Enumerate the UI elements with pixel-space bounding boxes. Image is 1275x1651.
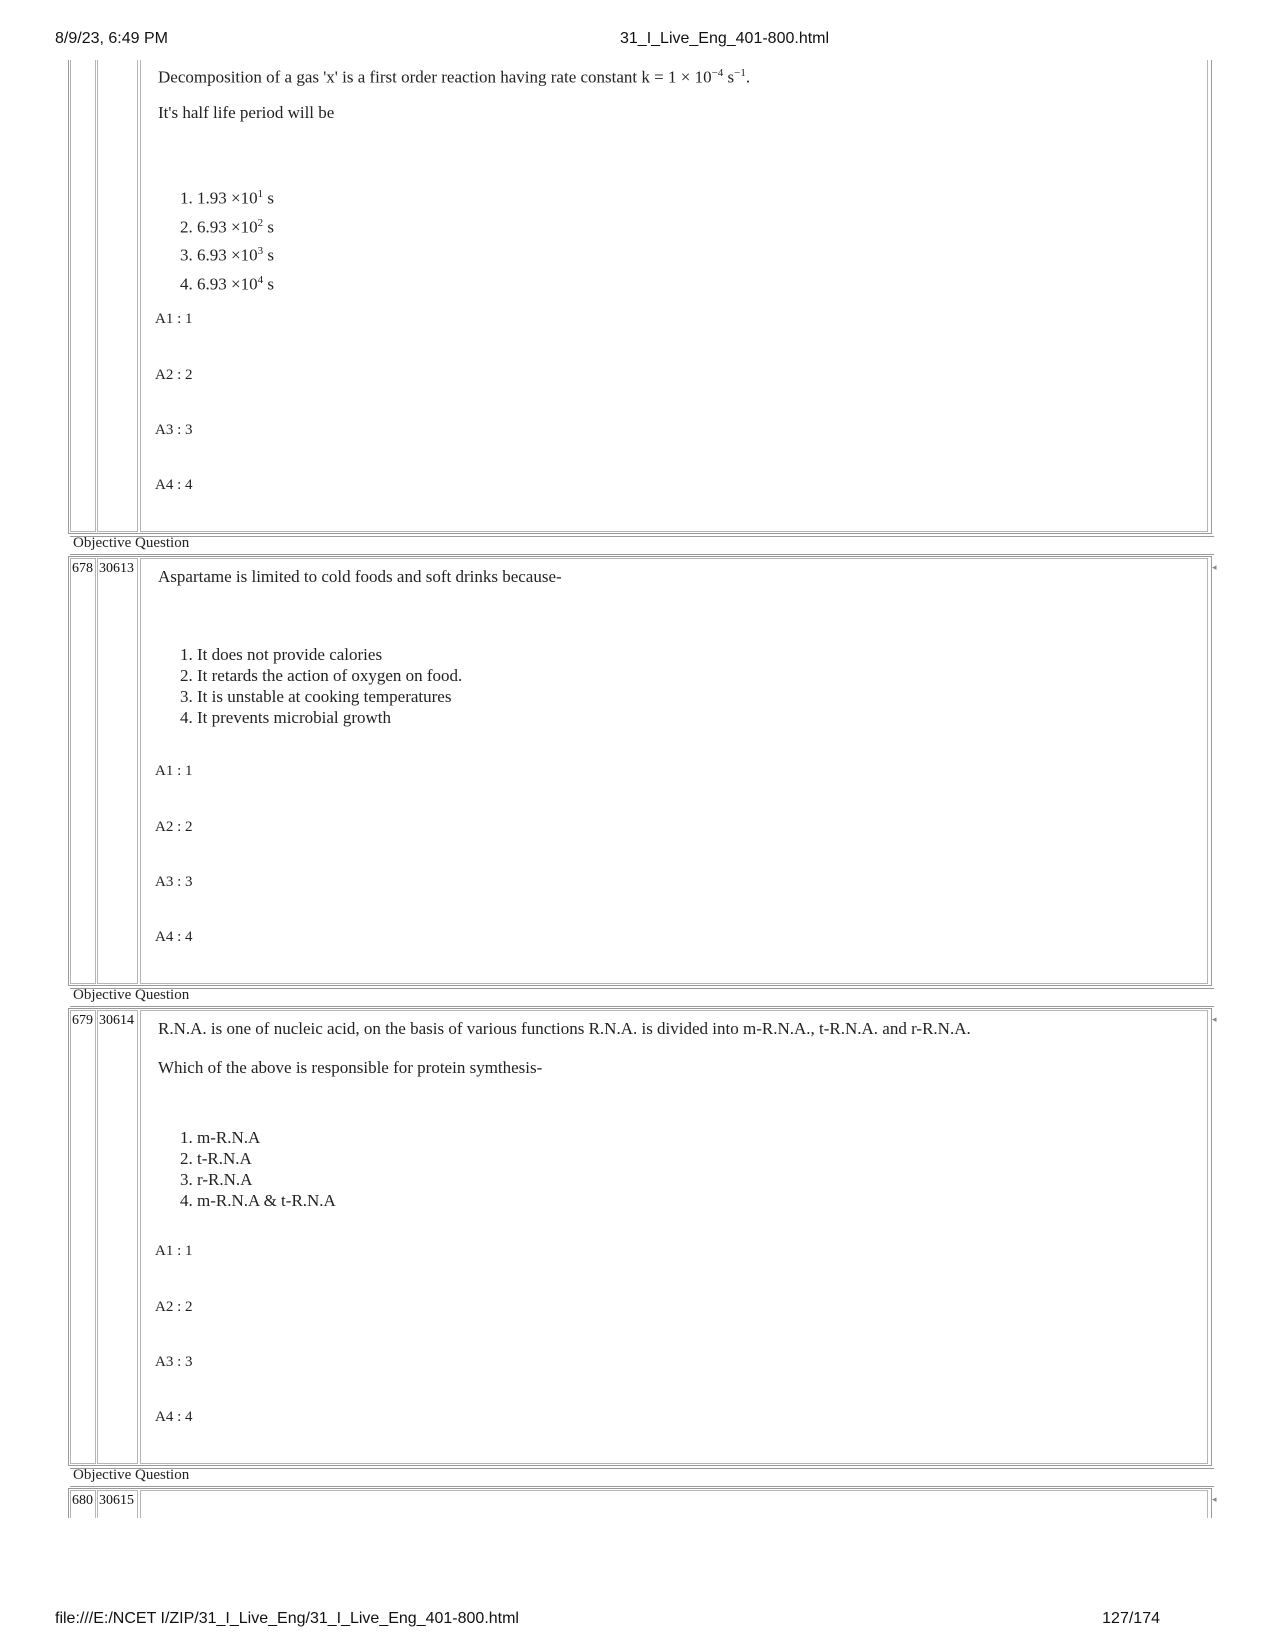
scroll-marker: ◂ [1212,1494,1217,1504]
question-text: Decomposition of a gas 'x' is a first order reaction having rate constant $k = 1 \times 10^{-4}$ $s^{-1}$. [158,67,751,87]
answer-2: A2 : 2 [155,819,193,835]
option-1: 1. $1.93 \times 10^1$ s [180,188,274,208]
content-cell [140,1490,1208,1518]
question-id: 30614 [97,1010,138,1464]
question-number: 678 [70,558,96,984]
answer-2: A2 : 2 [155,367,193,383]
options-list [180,182,274,297]
row-divider [70,1486,1214,1487]
print-page-number: 127/174 [1102,1610,1160,1627]
answer-3: A3 : 3 [155,422,193,438]
option-4: 4. m-R.N.A & t-R.N.A [180,1191,336,1210]
answer-1: A1 : 1 [155,763,193,779]
row-divider [70,1006,1214,1007]
question-number: 679 [70,1010,96,1464]
scroll-marker: ◂ [1212,1014,1217,1024]
question-text-2: Which of the above is responsible for protein symthesis- [158,1058,543,1077]
print-datetime: 8/9/23, 6:49 PM [55,30,168,47]
num-cell [70,60,96,532]
row-divider [70,536,1214,537]
section-label: Objective Question [73,1467,190,1483]
option-1: 1. It does not provide calories [180,645,383,664]
row-divider [70,988,1214,989]
option-1: 1. m-R.N.A [180,1128,261,1147]
option-2: 2. It retards the action of oxygen on food. [180,666,463,685]
answer-4: A4 : 4 [155,1409,193,1425]
question-text: R.N.A. is one of nucleic acid, on the basis of various functions R.N.A. is divided into m-R.N.A., t-R.N.A. and r-R.N.A. [158,1019,971,1038]
option-4: 4. It prevents microbial growth [180,708,392,727]
section-label: Objective Question [73,987,190,1003]
answer-4: A4 : 4 [155,929,193,945]
question-id: 30615 [97,1490,138,1518]
option-2: 2. $6.93 \times 10^2$ s [180,216,274,237]
option-3: 3. It is unstable at cooking temperatures [180,687,452,706]
row-divider [70,554,1214,555]
question-number: 680 [70,1490,96,1518]
content-cell [140,60,1208,532]
question-text-2: It's half life period will be [158,103,335,122]
option-3: 3. $6.93 \times 10^3$ s [180,245,274,265]
answer-1: A1 : 1 [155,1243,193,1259]
answer-4: A4 : 4 [155,477,193,493]
print-url: file:///E:/NCET I/ZIP/31_I_Live_Eng/31_I_Live_Eng_401-800.html [55,1610,519,1627]
scroll-marker: ◂ [1212,562,1217,572]
options-list [180,1127,336,1211]
content-cell [140,558,1208,984]
section-label: Objective Question [73,535,190,551]
options-list [180,644,462,728]
print-doc-title: 31_I_Live_Eng_401-800.html [620,30,830,47]
id-cell [97,60,138,532]
answer-3: A3 : 3 [155,1354,193,1370]
option-3: 3. r-R.N.A [180,1170,253,1189]
question-text: Aspartame is limited to cold foods and soft drinks because- [158,567,562,586]
answer-2: A2 : 2 [155,1299,193,1315]
answer-3: A3 : 3 [155,874,193,890]
answer-1: A1 : 1 [155,311,193,327]
question-id: 30613 [97,558,138,984]
option-4: 4. $6.93 \times 10^4$ s [180,273,274,294]
row-divider [70,1468,1214,1469]
option-2: 2. t-R.N.A [180,1149,252,1168]
